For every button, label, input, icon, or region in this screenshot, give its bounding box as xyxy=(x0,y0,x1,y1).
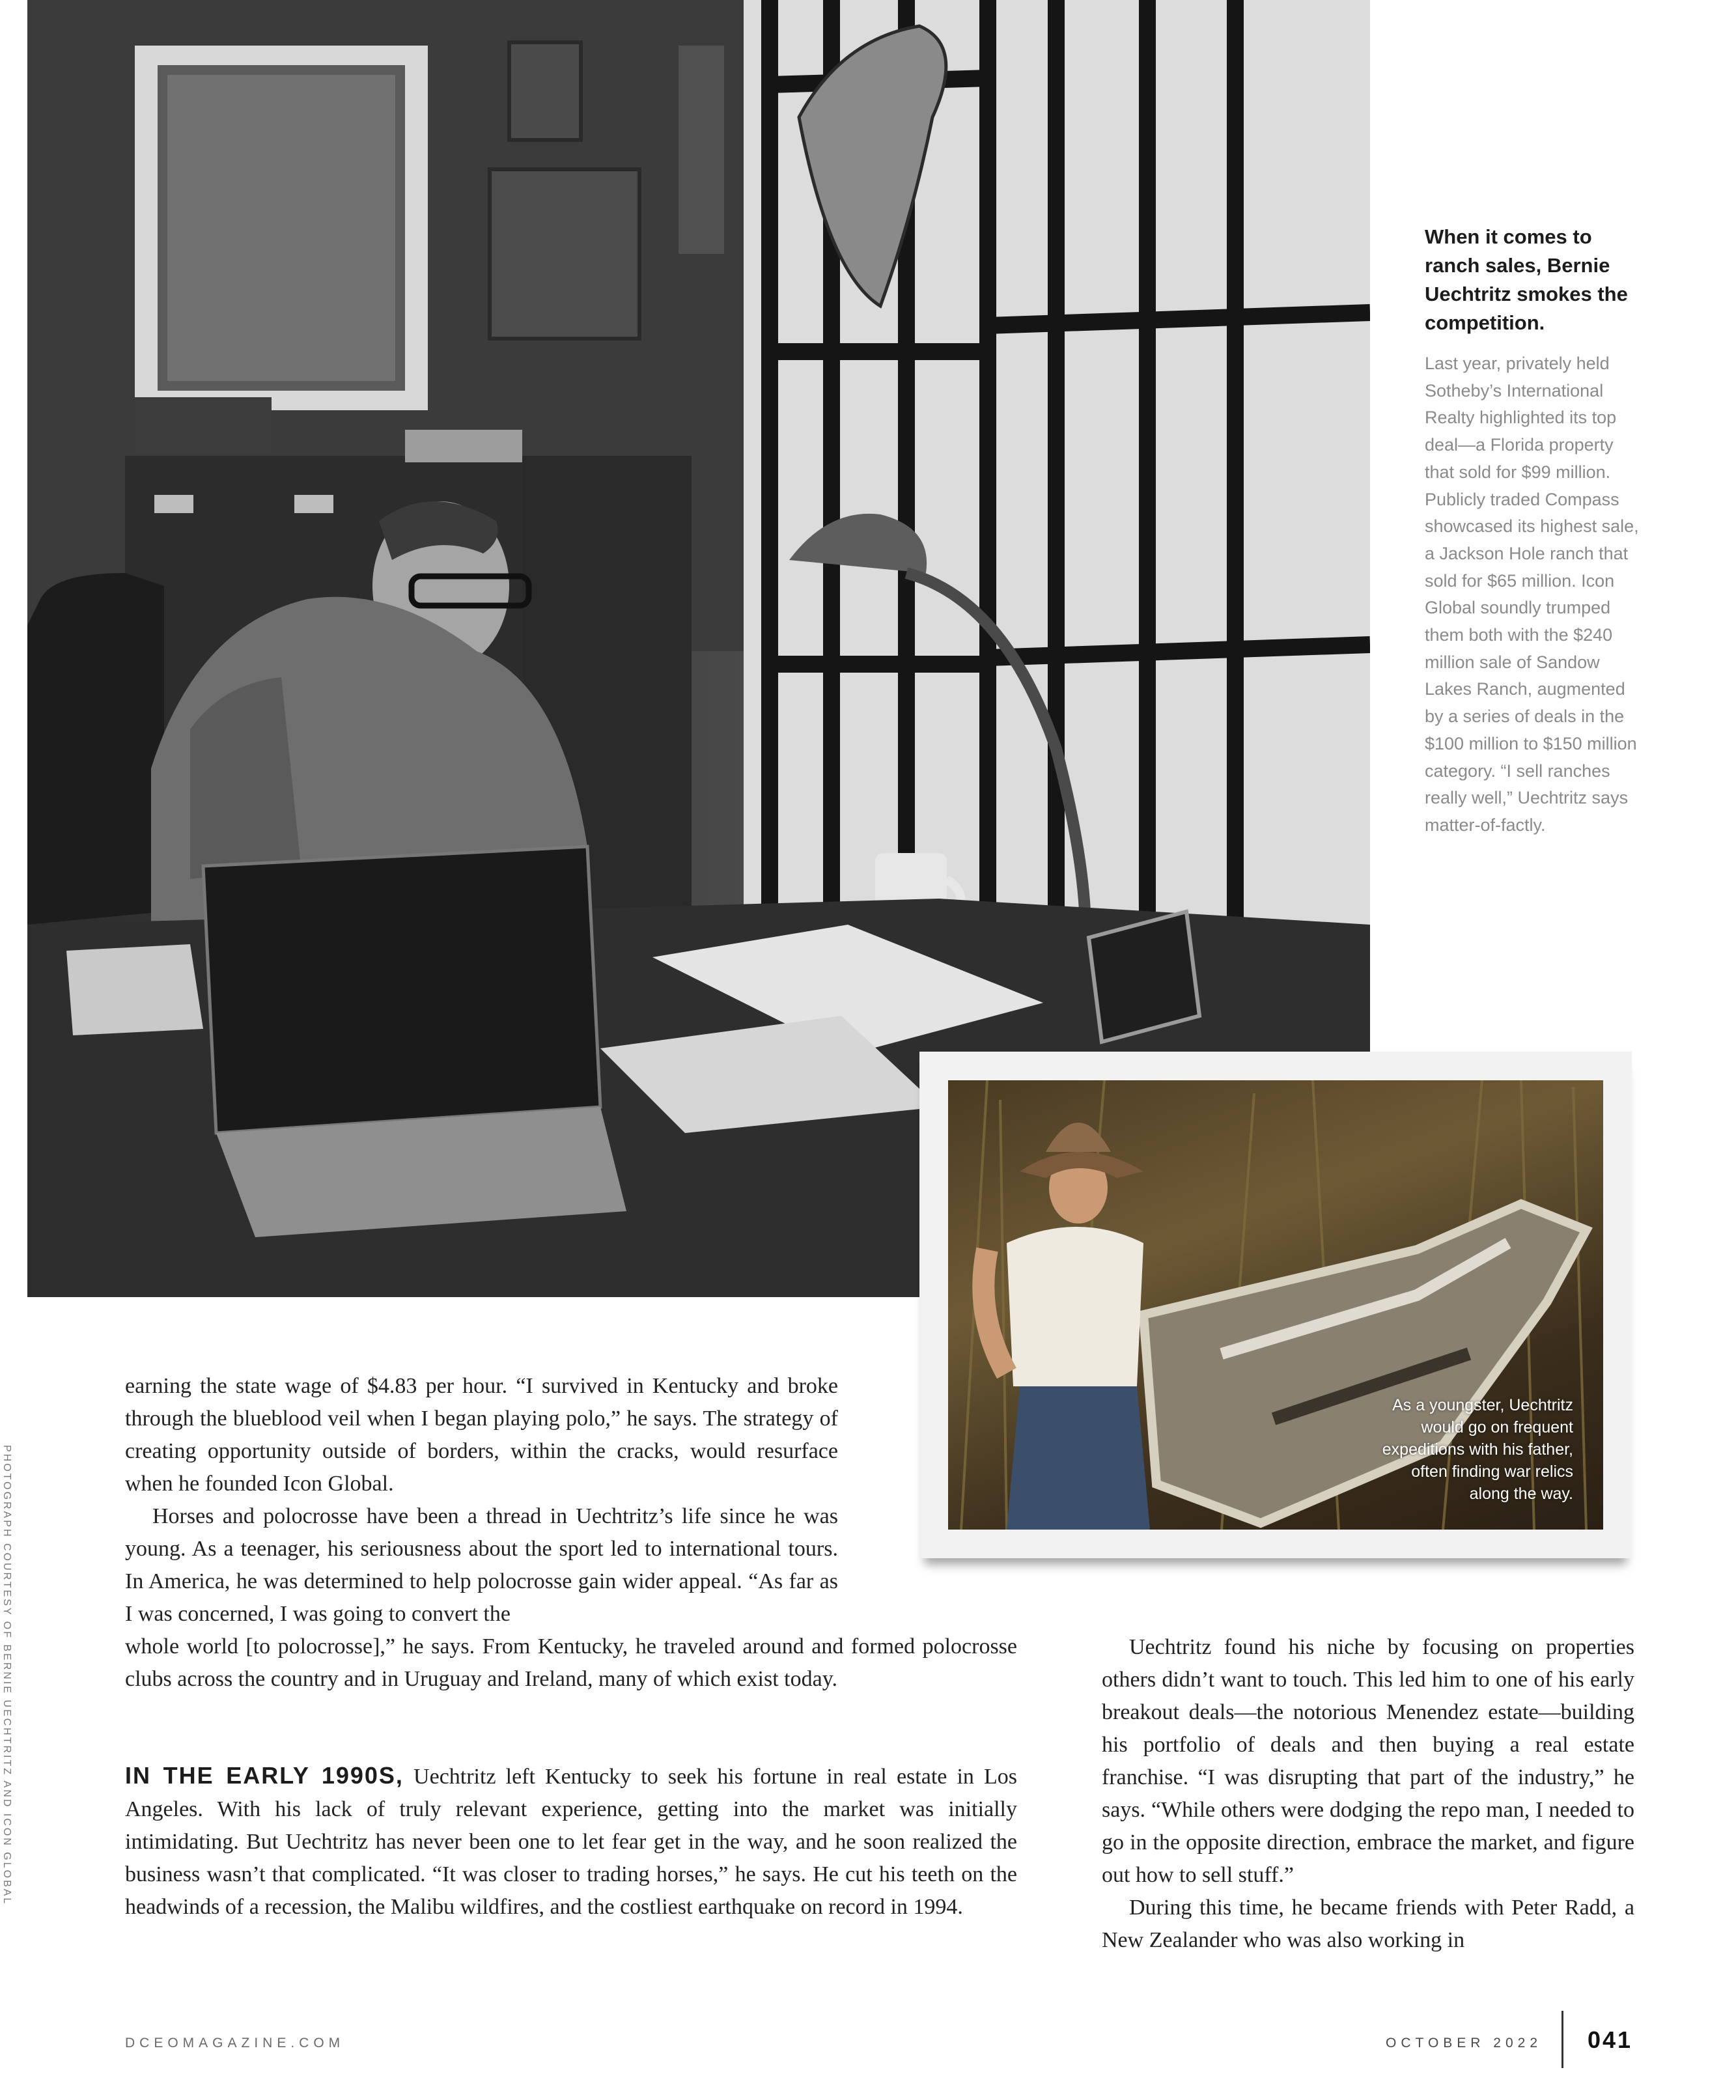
sidebar-headline: When it comes to ranch sales, Bernie Uechtritz smokes the competition. xyxy=(1425,225,1628,334)
paragraph-text: earning the state wage of $4.83 per hour. “I survived in Kentucky and broke through the blueblood veil when I began playing polo,” he says. The strategy of creating opportunity outside of borders, within the cracks, would resurface when he founded Icon Global. xyxy=(125,1374,838,1496)
paragraph-text: Uechtritz left Kentucky to seek his fortune in real estate in Los Angeles. With his lack of truly relevant experience, getting into the market was initially intimidating. But Uechtritz has never been one to let fear get in the way, and he soon realized the business wasn’t that complicated. “It was closer to trading horses,” he says. He cut his teeth on the headwinds of a recession, the Malibu wildfires, and the costliest earthquake on record in 1994. xyxy=(125,1765,1017,1919)
sidebar xyxy=(1425,223,1646,839)
inset-caption: As a youngster, Uechtritz would go on frequent expeditions with his father, often finding war relics along the way. xyxy=(1382,1396,1573,1503)
sidebar-body: Last year, privately held Sotheby’s International Realty highlighted its top deal—a Florida property that sold for $99 million. Publicly traded Compass showcased its highest sale, a Jackson Hole ranch that sold for $65 million. Icon Global soundly trumped them both with the $240 million sale of Sandow Lakes Ranch, augmented by a series of deals in the $100 million to $150 million category. “I sell ranches really well,” Uechtritz says matter-of-factly. xyxy=(1425,354,1639,835)
section-lead-in: IN THE EARLY 1990S, xyxy=(125,1762,404,1789)
photo-credit: PHOTOGRAPH COURTESY OF BERNIE UECHTRITZ AND ICON GLOBAL xyxy=(1,1445,12,1906)
inset-photo-frame xyxy=(919,1052,1632,1558)
body-paragraph-2 xyxy=(125,1500,1017,1696)
body-paragraph-3 xyxy=(125,1759,1017,1924)
footer-site: DCEOMAGAZINE.COM xyxy=(125,2036,345,2051)
paragraph-text: During this time, he became friends with Peter Radd, a New Zealander who was also working in xyxy=(1102,1896,1634,1952)
paragraph-text: Uechtritz found his niche by focusing on properties others didn’t want to touch. This led him to one of his early breakout deals—the notorious Menendez estate—building his portfolio of deals and then buying a real estate franchise. “I was disrupting that part of the industry,” he says. “While others were dodging the repo man, I needed to go in the opposite direction, embrace the market, and figure out how to sell stuff.” xyxy=(1102,1635,1634,1887)
page-number: 041 xyxy=(1588,2026,1633,2053)
footer-issue: OCTOBER 2022 xyxy=(1386,2036,1543,2051)
right-column xyxy=(1102,1631,1634,1957)
paragraph-text: Horses and polocrosse have been a thread in Uechtritz’s life since he was young. As a teenager, his seriousness about the sport led to international tours. In America, he was determined to help polocrosse gain wider appeal. “As far as I was concerned, I was going to convert the xyxy=(125,1504,838,1626)
inset-photo xyxy=(948,1080,1603,1530)
footer-divider xyxy=(1561,2011,1563,2068)
body-paragraph-1 xyxy=(125,1370,838,1500)
paragraph-text: whole world [to polocrosse],” he says. From Kentucky, he traveled around and formed polocrosse clubs across the country and in Uruguay and Ireland, many of which exist today. xyxy=(125,1634,1017,1691)
